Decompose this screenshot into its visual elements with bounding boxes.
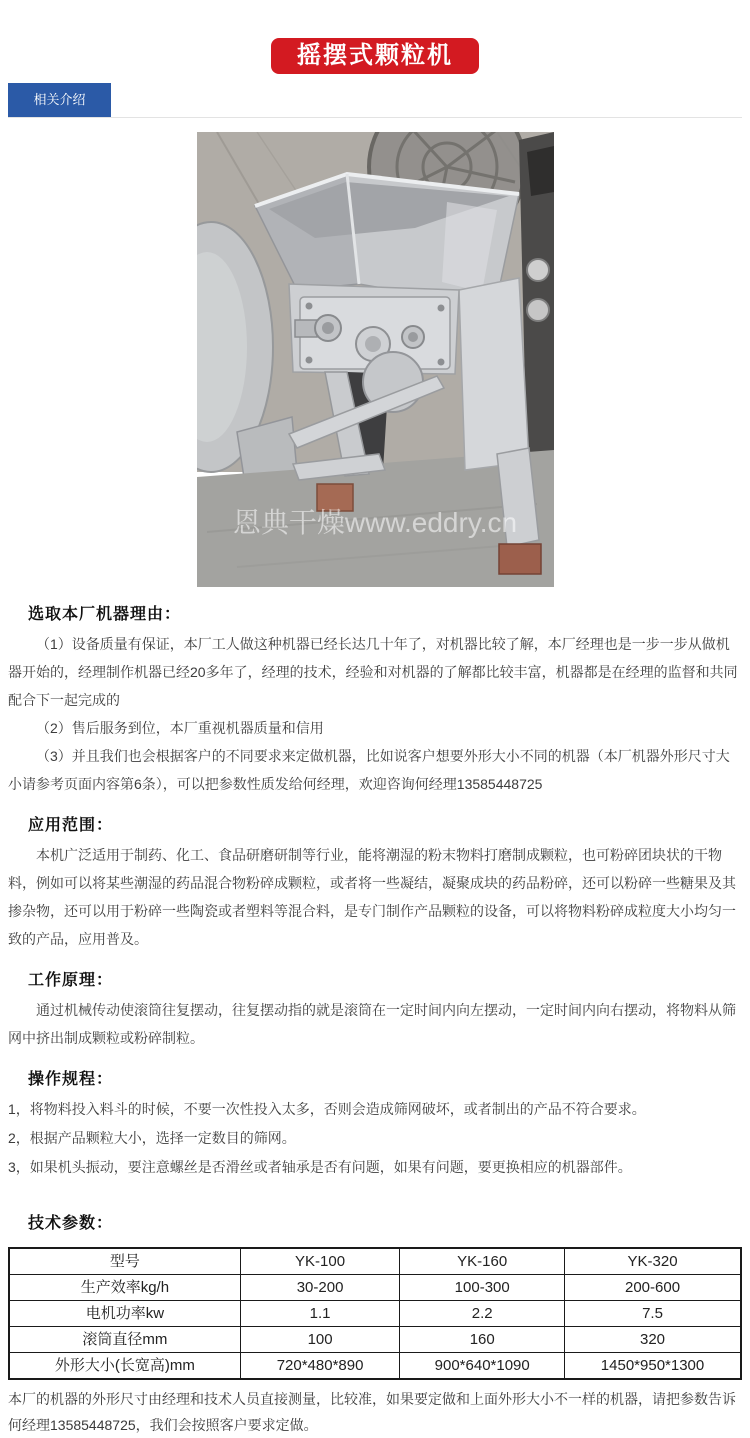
spec-cell: 电机功率kw (9, 1301, 240, 1327)
tab-related-intro[interactable]: 相关介绍 (8, 83, 111, 117)
heading-reasons: 选取本厂机器理由： (28, 606, 182, 623)
spec-cell: 1.1 (240, 1301, 400, 1327)
spec-cell: 900*640*1090 (400, 1353, 565, 1380)
application-body: 本机广泛适用于制药、化工、食品研磨研制等行业，能将潮湿的粉末物料打磨制成颗粒，也可粉碎团块状的干物料，例如可以将某些潮湿的药品混合物粉碎成颗粒，或者将一些凝结，凝聚成块的药品粉碎，还可以粉碎一些糖果及其掺杂物，还可以用于粉碎一些陶瓷或者塑料等混合料，是专门制作产品颗粒的设备，可以将物料粉碎成粒度大小均匀一致的产品，应用普及。 (8, 847, 736, 947)
operation-item: 1，将物料投入料斗的时候，不要一次性投入太多，否则会造成筛网破坏，或者制出的产品不符合要求。 (8, 1101, 646, 1117)
reason-item: （1）设备质量有保证，本厂工人做这种机器已经长达几十年了，对机器比较了解，本厂经理也是一步一步从做机器开始的，经理制作机器已经20多年了，经理的技术，经验和对机器的了解都比较丰富，机器都是在经理的监督和共同配合下一起完成的 (8, 636, 738, 708)
watermark-text: 恩典干燥www.eddry.cn (232, 507, 517, 538)
spec-cell: YK-160 (400, 1248, 565, 1275)
spec-cell: 外形大小(长宽高)mm (9, 1353, 240, 1380)
spec-cell: 生产效率kg/h (9, 1275, 240, 1301)
specs-table (8, 1247, 742, 1380)
spec-cell: YK-100 (240, 1248, 400, 1275)
spec-cell: 160 (400, 1327, 565, 1353)
table-row (9, 1275, 741, 1301)
banner-row (8, 0, 742, 74)
spec-cell: 2.2 (400, 1301, 565, 1327)
spec-cell: 30-200 (240, 1275, 400, 1301)
spec-cell: 100-300 (400, 1275, 565, 1301)
operation-item: 3，如果机头振动，要注意螺丝是否滑丝或者轴承是否有问题，如果有问题，要更换相应的机器部件。 (8, 1159, 632, 1175)
table-row (9, 1353, 741, 1380)
reason-item: （2）售后服务到位，本厂重视机器质量和信用 (36, 720, 324, 736)
footer-note: 本厂的机器的外形尺寸由经理和技术人员直接测量，比较准，如果要定做和上面外形大小不一样的机器，请把参数告诉何经理13585448725，我们会按照客户要求定做。 (8, 1391, 736, 1433)
spec-cell: 型号 (9, 1248, 240, 1275)
heading-principle: 工作原理： (28, 972, 114, 989)
heading-specs: 技术参数： (28, 1215, 114, 1232)
spec-cell: 320 (565, 1327, 741, 1353)
heading-application: 应用范围： (28, 817, 114, 834)
table-row (9, 1248, 741, 1275)
content (8, 601, 742, 1438)
reason-item: （3）并且我们也会根据客户的不同要求来定做机器，比如说客户想要外形大小不同的机器（本厂机器外形尺寸大小请参考页面内容第6条），可以把参数性质发给何经理，欢迎咨询何经理13585448725 (8, 748, 730, 792)
tab-bar (8, 83, 742, 118)
spec-cell: 7.5 (565, 1301, 741, 1327)
spec-cell: 1450*950*1300 (565, 1353, 741, 1380)
principle-body: 通过机械传动使滚筒往复摆动，往复摆动指的就是滚筒在一定时间内向左摆动，一定时间内向右摆动，将物料从筛网中挤出制成颗粒或粉碎制粒。 (8, 1002, 736, 1046)
photo-container (8, 132, 742, 587)
page-title: 摇摆式颗粒机 (271, 38, 479, 74)
product-photo (197, 132, 554, 587)
spec-cell: 720*480*890 (240, 1353, 400, 1380)
table-row (9, 1301, 741, 1327)
table-row (9, 1327, 741, 1353)
spec-cell: 200-600 (565, 1275, 741, 1301)
spec-cell: 100 (240, 1327, 400, 1353)
heading-operation: 操作规程： (28, 1071, 114, 1088)
spec-cell: 滚筒直径mm (9, 1327, 240, 1353)
spec-cell: YK-320 (565, 1248, 741, 1275)
operation-item: 2，根据产品颗粒大小，选择一定数目的筛网。 (8, 1130, 296, 1146)
